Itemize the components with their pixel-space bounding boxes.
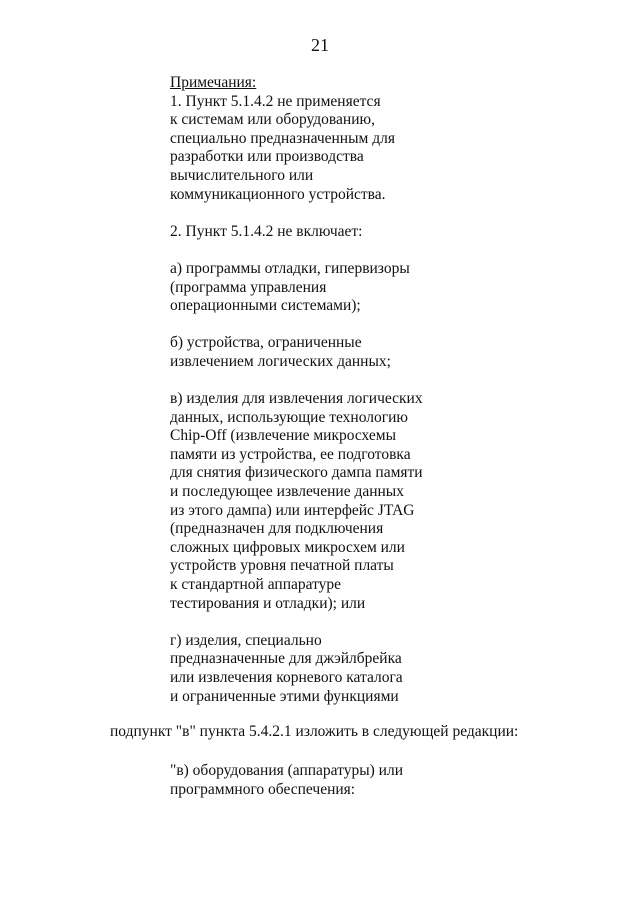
note-1-line: 1. Пункт 5.1.4.2 не применяется — [170, 92, 381, 110]
item-c-line: и последующее извлечение данных — [170, 483, 404, 501]
item-c-line: в) изделия для извлечения логических — [170, 390, 423, 408]
spacer — [170, 204, 590, 223]
note-1-line: специально предназначенным для — [170, 129, 395, 147]
notes-block — [170, 74, 590, 706]
amended-text-line: "в) оборудования (аппаратуры) или — [170, 762, 403, 779]
spacer — [170, 372, 590, 391]
note-1 — [170, 93, 590, 205]
item-a-line: (программа управления — [170, 278, 327, 296]
item-d — [170, 632, 590, 706]
item-c-line: данных, использующие технологию — [170, 408, 408, 426]
item-b-line: б) устройства, ограниченные — [170, 334, 362, 352]
item-c-line: памяти из устройства, ее подготовка — [170, 445, 411, 463]
item-d-line: или извлечения корневого каталога — [170, 669, 403, 686]
item-c-line: устройств уровня печатной платы — [170, 557, 394, 575]
item-c-line: к стандартной аппаратуре — [170, 576, 342, 594]
note-2-intro: 2. Пункт 5.1.4.2 не включает: — [170, 222, 363, 240]
amended-text-line: программного обеспечения: — [170, 780, 356, 798]
item-a — [170, 260, 590, 316]
item-b — [170, 334, 590, 371]
item-a-line: а) программы отладки, гипервизоры — [170, 259, 410, 277]
item-c-line: Chip-Off (извлечение микросхемы — [170, 427, 397, 445]
spacer — [170, 316, 590, 335]
note-1-line: коммуникационного устройства. — [170, 185, 386, 203]
item-c-line: сложных цифровых микросхем или — [170, 538, 405, 556]
page-number: 21 — [311, 35, 329, 55]
item-d-line: и ограниченные этими функциями — [170, 687, 399, 705]
note-1-line: разработки или производства — [170, 148, 364, 166]
item-d-line: предназначенные для джэйлбрейка — [170, 650, 402, 668]
amendment-instruction: подпункт "в" пункта 5.4.2.1 изложить в следующей редакции: — [110, 723, 519, 740]
spacer — [170, 241, 590, 260]
item-c-line: из этого дампа) или интерфейс JTAG — [170, 501, 415, 519]
item-a-line: операционными системами); — [170, 297, 361, 315]
notes-heading: Примечания: — [170, 74, 257, 91]
note-1-line: к системам или оборудованию, — [170, 111, 375, 129]
spacer — [170, 613, 590, 632]
item-c-line: для снятия физического дампа памяти — [170, 464, 423, 482]
amended-text — [170, 762, 403, 799]
item-c-line: тестирования и отладки); или — [170, 594, 366, 612]
item-c — [170, 390, 590, 613]
item-d-line: г) изделия, специально — [170, 631, 322, 649]
item-c-line: (предназначен для подключения — [170, 520, 384, 538]
item-b-line: извлечением логических данных; — [170, 352, 391, 370]
note-1-line: вычислительного или — [170, 166, 314, 184]
